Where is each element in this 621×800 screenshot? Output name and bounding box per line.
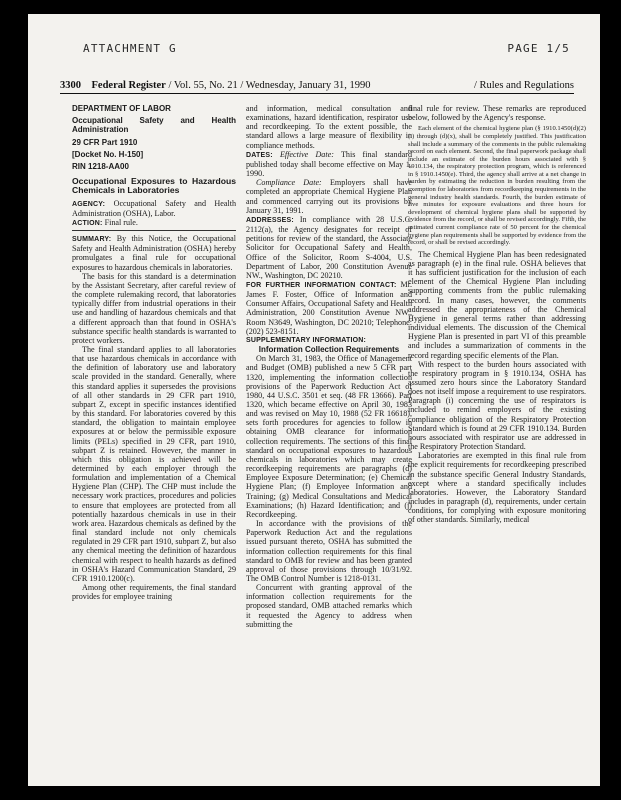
register-name: Federal Register <box>91 80 166 91</box>
page-indicator: PAGE 1/5 <box>507 42 570 55</box>
cfr-heading: 29 CFR Part 1910 <box>72 137 138 147</box>
paragraph: and information, medical consultation and examinations, hazard identification, respirator use and recordkeeping. To the extent possible, the standard allows a large measure of flexibility in compliance methods. <box>246 104 412 150</box>
supplementary-label: SUPPLEMENTARY INFORMATION: <box>246 336 367 344</box>
paragraph: final rule for review. These remarks are reproduced below, followed by the Agency's response. <box>408 104 586 123</box>
paragraph: On March 31, 1983, the Office of Management and Budget (OMB) published a new 5 CFR part 1320, implementing the information collection provisions of the Paperwork Reduction Act of 1980, 44 U.S.C. 3501 et seq. (48 FR 13666). Part 1320, which became effective on April 30, 1983 and was revised on May 10, 1988 (52 FR 16618), sets forth procedures for agencies to follow in obtaining OMB clearance for information collection requirements. The sections of this final standard on occupational exposures to hazardous chemicals in laboratories which may create recordkeeping requirements are paragraphs (d) Employee Exposure Determination; (e) Chemical Hygiene Plan; (f) Employee Information and Training; (g) Medical Consultations and Medical Examinations; (h) Hazard Identification; and (j) Recordkeeping. <box>246 354 412 519</box>
volume-info: / Vol. 55, No. 21 / <box>168 80 244 91</box>
section-heading: Information Collection Requirements <box>258 345 400 355</box>
admin-heading: Occupational Safety and Health Administration <box>72 116 236 135</box>
dates-field: DATES: Effective Date: This final standard published today shall become effective on May 1, 1990. <box>246 149 412 179</box>
omb-quote: Each element of the chemical hygiene plan (§ 1910.1450(d)(2)(i) through (d)(x), shall be completely justified. This justification shall include a summary of the comments in the public rulemaking record on each element. Second, the final paperwork package shall include an estimate of the burden hours associated with § 1910.134, the respiratory protection program, which is referenced in § 1910.1450(e). Third, the agency shall arrive at a net change in burden by estimating the reduction in burden resulting from the exemption for laboratories from recordkeeping requirements in the general industry health standards. Fourth, the burden estimate of five minutes for exposure evaluations and three hours for development of chemical hygiene plans shall be supported by evidence from the record, or shall be revised accordingly. Fifth, the estimated current compliance rate of 50 percent for the chemical hygiene plan requirements shall be supported by evidence from the record, or shall be revised accordingly. <box>408 125 586 247</box>
compliance-date: Compliance Date: Employers shall have completed an appropriate Chemical Hygiene Plan and commenced carrying out its provisions by January 31, 1991. <box>246 178 412 215</box>
document-page <box>28 14 600 786</box>
action-field: ACTION: Final rule. <box>72 217 138 227</box>
paragraph: The basis for this standard is a determination by the Assistant Secretary, after careful review of the complete rulemaking record, that laboratories typically differ from industrial operations in their use and handling of hazardous chemicals and that a different approach than that found in OSHA's substance specific health standards is warranted to protect workers. <box>72 271 236 345</box>
attachment-label: ATTACHMENT G <box>83 42 177 55</box>
page-number: 3300 <box>60 80 81 91</box>
rin-number: RIN 1218-AA00 <box>72 162 129 172</box>
paragraph: In accordance with the provisions of the Paperwork Reduction Act and the regulations issued pursuant thereto, OSHA has submitted the information collection requirements for this final standard to OMB for review and has been granted approval of those provisions through 10/31/92. The OMB Control Number is 1218-0131. <box>246 519 412 583</box>
column-3 <box>408 104 586 525</box>
publication-date: Wednesday, January 31, 1990 <box>245 80 371 91</box>
paragraph: Concurrent with granting approval of the information collection requirements for the proposed standard, OMB attached remarks which it requested the Agency to address when submitting the <box>246 583 412 629</box>
section-name: / Rules and Regulations <box>473 80 574 91</box>
paragraph: Among other requirements, the final standard provides for employee training <box>72 583 236 602</box>
addresses-field: ADDRESSES: In compliance with 28 U.S.C. 2112(a), the Agency designates for receipt of petitions for review of the standard, the Associate Solicitor for Occupational Safety and Health, Office of the Solicitor, Room S-4004, U.S. Department of Labor, 200 Constitution Avenue NW., Washington, DC 20210. <box>246 214 412 280</box>
agency-field: AGENCY: Occupational Safety and Health Administration (OSHA), Labor. <box>72 198 236 218</box>
divider <box>72 230 236 231</box>
paragraph: The Chemical Hygiene Plan has been redesignated as paragraph (e) in the final rule. OSHA believes that it has sufficient justification for the inclusion of each element of the Chemical Hygiene Plan including supporting comments from the public rulemaking record. In many cases, however, the comments addressed the appropriateness of the Chemical Hygiene in general terms rather than addressing individual elements. The discussion of the Chemical Hygiene Plan is presented in part VI of this preamble and includes a summarization of comments in the record regarding specific elements of the Plan. <box>408 249 586 360</box>
paragraph: The final standard applies to all laboratories that use hazardous chemicals in accordance with the definition of laboratory use and laboratory scale provided in the standard. Generally, where this standard applies it supersedes the provisions of all other standards in 29 CFR part 1910, subpart Z, except in specific instances identified by this standard. For laboratories covered by this standard, the obligation to maintain employee exposures at or below the permissible exposure limits (PELs) specified in 29 CFR, part 1910, subpart Z is retained. However, the manner in which this obligation is achieved will be determined by each employer through the formulation and implementation of a Chemical Hygiene Plan (CHP). The CHP must include the necessary work practices, procedures and policies to ensure that employees are protected from all potentially hazardous chemicals in use in their work area. Hazardous chemicals as defined by the final standard include not only chemicals regulated in 29 CFR part 1910, subpart Z, but also any chemical meeting the definition of hazardous chemical with respect to health hazards as defined in OSHA's Hazard Communication Standard, 29 CFR 1910.1200(c). <box>72 344 236 583</box>
contact-field: FOR FURTHER INFORMATION CONTACT: Mr. James F. Foster, Office of Information and Consumer Affairs, Occupational Safety and Health Administration, 200 Constitution Avenue NW., Room N3649, Washington, DC 20210; Telephone: (202) 523-8151. <box>246 279 412 336</box>
docket-number: [Docket No. H-150] <box>72 149 144 159</box>
column-2 <box>246 104 412 629</box>
paragraph: With respect to the burden hours associated with the respiratory program in § 1910.134, OSHA has assumed zero hours since the Laboratory Standard does not itself impose a requirement to use respirators. Paragraph (i) concerning the use of respirators is included to remind employers of the existing compliance obligation of the Respiratory Protection Standard which is found at 29 CFR 1910.134. Burden hours associated with respirator use are addressed in the Respiratory Protection Standard. <box>408 359 586 452</box>
summary-field: SUMMARY: By this Notice, the Occupational Safety and Health Administration (OSHA) hereby promulgates a final rule for occupational exposures to hazardous chemicals in laboratories. <box>72 234 236 272</box>
rule-title: Occupational Exposures to Hazardous Chemicals in Laboratories <box>72 176 236 196</box>
agency-heading: DEPARTMENT OF LABOR <box>72 104 171 113</box>
federal-register-header <box>60 80 574 94</box>
paragraph: Laboratories are exempted in this final rule from the explicit requirements for recordkeeping prescribed in the substance specific General Industry Standards, except where a standard specifically includes laboratories. However, the Laboratory Standard includes in paragraph (d), requirements, under certain conditions, for complying with exposure monitoring of other standards. Similarly, medical <box>408 451 586 525</box>
column-1 <box>72 104 236 601</box>
